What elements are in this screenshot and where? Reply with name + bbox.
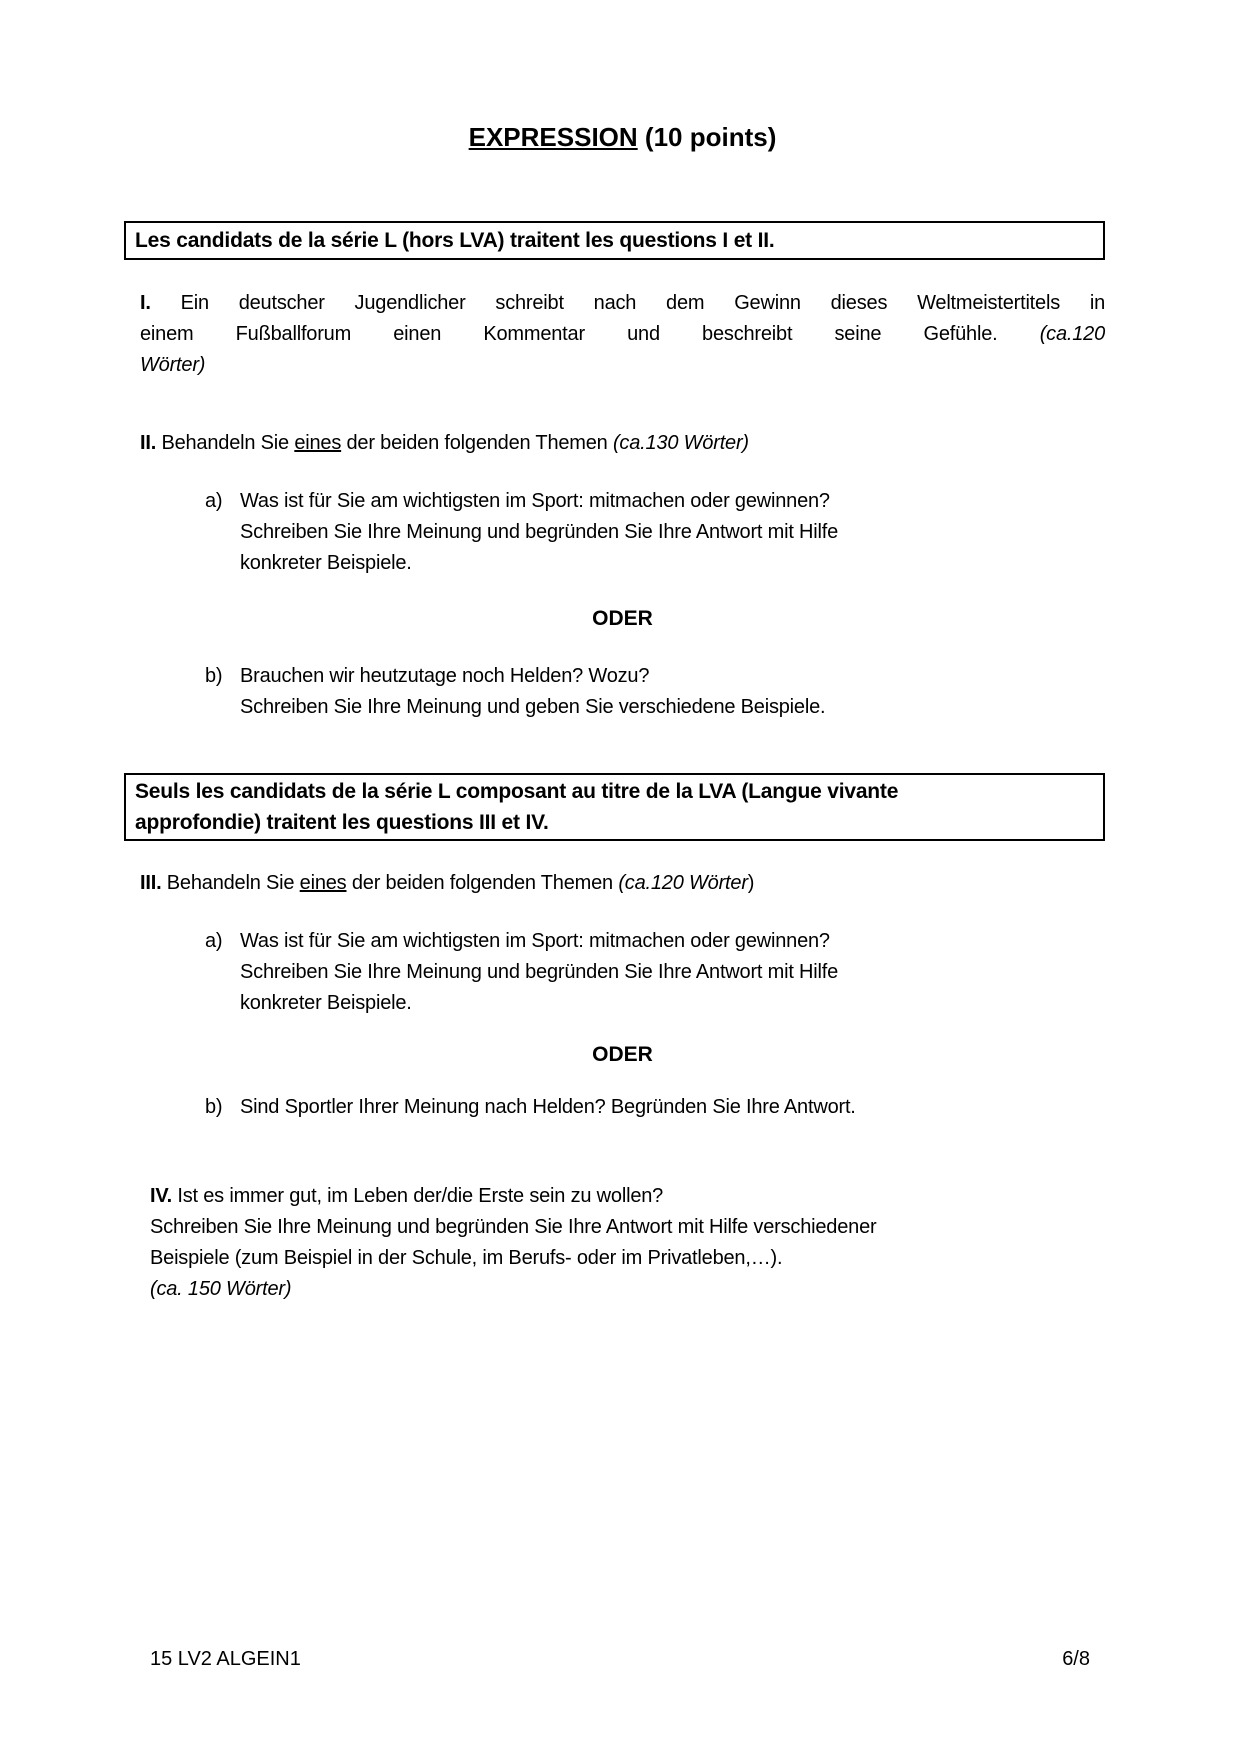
question-2-wordcount: (ca.130 Wörter) [612, 432, 749, 454]
question-3-heading [140, 868, 1105, 899]
question-1-line-1 [140, 288, 1105, 319]
question-3-number: III. [140, 872, 162, 894]
option-b-line-1 [140, 661, 1105, 692]
question-3-intro-pre: Behandeln Sie [166, 872, 295, 894]
page-title-main: EXPRESSION [468, 122, 638, 152]
option-a3-line-2: Schreiben Sie Ihre Meinung und begründen Sie Ihre Antwort mit Hilfe [240, 961, 839, 983]
option-b-text-1: Brauchen wir heutzutage noch Helden? Wozu? [240, 665, 650, 687]
option-b3-line-1 [140, 1092, 1105, 1123]
option-b-line-2: Schreiben Sie Ihre Meinung und geben Sie verschiedene Beispiele. [240, 696, 826, 718]
question-3-option-a [140, 926, 1105, 1019]
notice-lva-line-1: Seuls les candidats de la série L composant au titre de la LVA (Langue vivante [135, 780, 899, 803]
question-4-number: IV. [150, 1185, 173, 1207]
question-4 [140, 1181, 1105, 1305]
option-a-text-1: Was ist für Sie am wichtigsten im Sport: mitmachen oder gewinnen? [240, 490, 830, 512]
option-b3-text-1: Sind Sportler Ihrer Meinung nach Helden? Begründen Sie Ihre Antwort. [240, 1096, 856, 1118]
question-3-wordcount: (ca.120 Wörter [618, 872, 748, 894]
option-b-marker: b) [205, 665, 223, 687]
oder-2-text: ODER [592, 1043, 653, 1066]
page-title-points: (10 points) [637, 122, 777, 152]
question-4-line-3: Beispiele (zum Beispiel in der Schule, im Berufs- oder im Privatleben,…). [150, 1247, 783, 1269]
question-1-number: I. [140, 292, 151, 314]
question-4-wordcount: (ca. 150 Wörter) [150, 1278, 292, 1300]
question-2-intro-post: der beiden folgenden Themen [346, 432, 608, 454]
question-1-line-2 [140, 319, 1105, 350]
question-4-line-1 [150, 1181, 1105, 1212]
option-a3-line-3: konkreter Beispiele. [240, 992, 412, 1014]
notice-lva-line-2: approfondie) traitent les questions III et IV. [135, 811, 549, 834]
page-title [140, 119, 1105, 155]
notice-serie-l-box [124, 221, 1105, 260]
oder-separator-1 [140, 603, 1105, 634]
question-1-wordcount-rest: Wörter) [140, 354, 206, 376]
question-3-option-b [140, 1092, 1105, 1123]
oder-separator-2 [140, 1039, 1105, 1070]
question-1-text-1: Ein deutscher Jugendlicher schreibt nach dem Gewinn dieses Weltmeistertitels in [180, 292, 1106, 314]
question-1-line-3 [140, 350, 1105, 381]
notice-serie-l-text: Les candidats de la série L (hors LVA) traitent les questions I et II. [135, 229, 775, 252]
notice-lva-box [124, 773, 1105, 841]
footer-reference: 15 LV2 ALGEIN1 [150, 1648, 301, 1670]
option-a-line-3: konkreter Beispiele. [240, 552, 412, 574]
question-2-option-a [140, 486, 1105, 579]
question-3-wordcount-close: ) [747, 872, 755, 894]
option-a3-line-1 [140, 926, 1105, 957]
question-2-eines-underlined: eines [294, 432, 342, 454]
question-4-text-1: Ist es immer gut, im Leben der/die Erste sein zu wollen? [177, 1185, 664, 1207]
option-a-line-2: Schreiben Sie Ihre Meinung und begründen Sie Ihre Antwort mit Hilfe [240, 521, 839, 543]
question-2-intro-pre: Behandeln Sie [161, 432, 289, 454]
option-a3-marker: a) [205, 930, 223, 952]
question-3-eines-underlined: eines [299, 872, 347, 894]
question-2-number: II. [140, 432, 157, 454]
option-a-marker: a) [205, 490, 223, 512]
oder-1-text: ODER [592, 607, 653, 630]
option-a3-text-1: Was ist für Sie am wichtigsten im Sport: mitmachen oder gewinnen? [240, 930, 830, 952]
question-1 [140, 288, 1105, 381]
footer-page-number: 6/8 [1062, 1648, 1090, 1670]
question-2-heading [140, 428, 1105, 459]
question-4-line-2: Schreiben Sie Ihre Meinung und begründen Sie Ihre Antwort mit Hilfe verschiedener [150, 1216, 877, 1238]
question-3-intro-post: der beiden folgenden Themen [351, 872, 613, 894]
question-1-wordcount-open: (ca.120 [1039, 323, 1106, 345]
question-1-text-2: einem Fußballforum einen Kommentar und beschreibt seine Gefühle. [140, 323, 998, 345]
page-content [135, 0, 1106, 1305]
question-2-option-b [140, 661, 1105, 723]
option-b3-marker: b) [205, 1096, 223, 1118]
option-a-line-1 [140, 486, 1105, 517]
